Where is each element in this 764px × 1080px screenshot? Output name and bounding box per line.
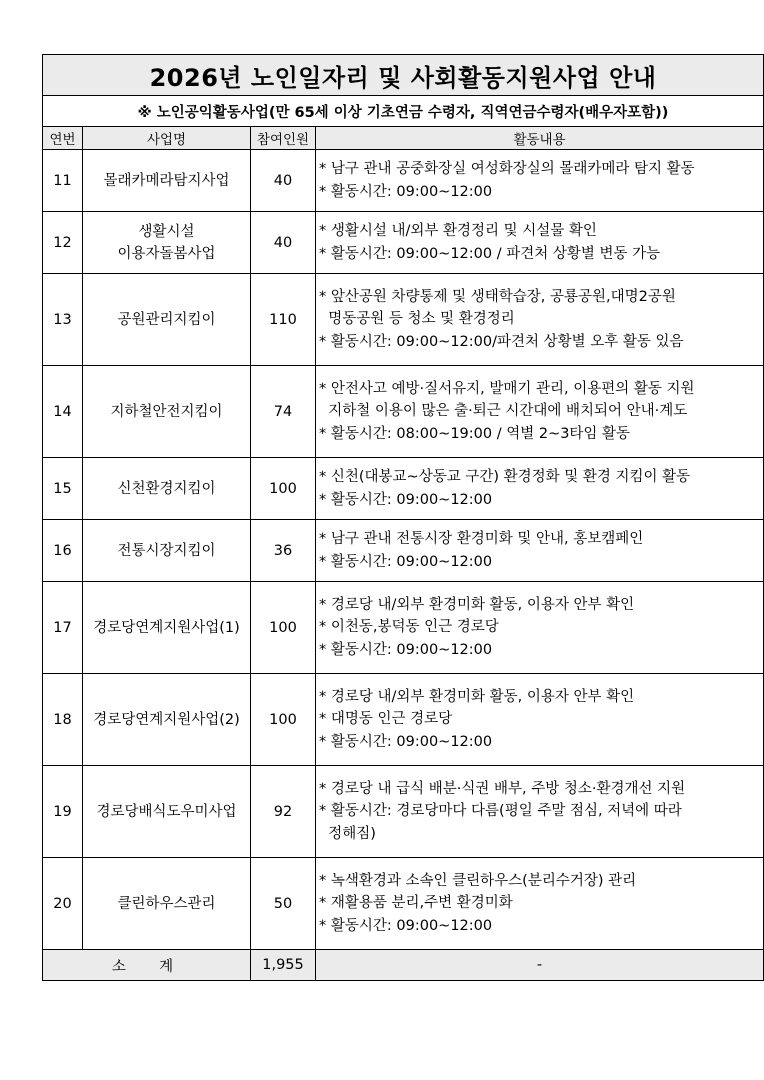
program-name-line: 몰래카메라탐지사업 (103, 172, 230, 189)
activity-line: * 활동시간: 경로당마다 다름(평일 주말 점심, 저녁에 따라 (319, 803, 682, 820)
program-name (83, 766, 251, 858)
activity-details (316, 366, 764, 458)
table-row (43, 366, 764, 458)
participant-count: 74 (251, 366, 316, 458)
program-name (83, 858, 251, 950)
program-name-line: 신천환경지킴이 (117, 480, 216, 497)
eligibility-subtitle: ※ 노인공익활동사업(만 65세 이상 기초연금 수령자, 직역연금수령자(배우자포함)) (43, 96, 764, 127)
participant-count: 100 (251, 674, 316, 766)
activity-line: * 이천동,봉덕동 인근 경로당 (319, 619, 499, 636)
total-activity: - (316, 950, 764, 981)
activity-details (316, 766, 764, 858)
activity-details (316, 520, 764, 582)
activity-line: * 활동시간: 09:00~12:00/파견처 상황별 오후 활동 있음 (319, 333, 684, 350)
row-number: 20 (43, 858, 83, 950)
program-name (83, 150, 251, 212)
row-number: 18 (43, 674, 83, 766)
activity-details (316, 212, 764, 274)
program-name (83, 582, 251, 674)
participant-count: 40 (251, 212, 316, 274)
activity-line: * 생활시설 내/외부 환경정리 및 시설물 확인 (319, 223, 597, 239)
participant-count: 50 (251, 858, 316, 950)
program-name-line: 생활시설 (138, 223, 195, 240)
page-title: 2026년 노인일자리 및 사회활동지원사업 안내 (43, 55, 764, 96)
participant-count: 100 (251, 582, 316, 674)
activity-line: 정해짐) (319, 825, 376, 842)
total-row (43, 950, 764, 981)
program-name (83, 274, 251, 366)
activity-line: 명동공원 등 청소 및 환경정리 (319, 311, 515, 328)
activity-line: * 활동시간: 09:00~12:00 (319, 917, 493, 934)
header-no: 연번 (43, 127, 83, 150)
row-number: 13 (43, 274, 83, 366)
total-label: 소 계 (43, 950, 251, 981)
activity-line: * 대명동 인근 경로당 (319, 711, 453, 728)
program-name-line: 전통시장지킴이 (117, 542, 216, 559)
activity-line: * 활동시간: 09:00~12:00 (319, 733, 493, 750)
row-number: 17 (43, 582, 83, 674)
activity-line: * 녹색환경과 소속인 클린하우스(분리수거장) 관리 (319, 872, 637, 889)
activity-line: * 경로당 내/외부 환경미화 활동, 이용자 안부 확인 (319, 596, 635, 613)
row-number: 11 (43, 150, 83, 212)
activity-line: * 활동시간: 09:00~12:00 (319, 641, 493, 658)
activity-line: * 신천(대봉교~상동교 구간) 환경정화 및 환경 지킴이 활동 (319, 469, 691, 485)
activity-line: * 남구 관내 공중화장실 여성화장실의 몰래카메라 탐지 활동 (319, 161, 695, 177)
program-name (83, 212, 251, 274)
activity-line: 지하철 이용이 많은 출·퇴근 시간대에 배치되어 안내·계도 (319, 403, 688, 420)
row-number: 15 (43, 458, 83, 520)
activity-line: * 경로당 내 급식 배분·식권 배부, 주방 청소·환경개선 지원 (319, 780, 686, 797)
header-count: 참여인원 (251, 127, 316, 150)
program-name-line: 경로당배식도우미사업 (96, 803, 237, 820)
table-row (43, 582, 764, 674)
activity-details (316, 274, 764, 366)
program-name (83, 520, 251, 582)
table-row (43, 766, 764, 858)
table-row (43, 274, 764, 366)
activity-line: * 활동시간: 09:00~12:00 (319, 553, 493, 570)
program-notice-table (42, 54, 764, 981)
program-name-line: 경로당연계지원사업(1) (93, 619, 240, 636)
program-name (83, 458, 251, 520)
table-row (43, 858, 764, 950)
program-name-line: 클린하우스관리 (117, 895, 216, 912)
program-name-line: 지하철안전지킴이 (110, 403, 223, 420)
participant-count: 110 (251, 274, 316, 366)
activity-line: * 활동시간: 09:00~12:00 / 파견처 상황별 변동 가능 (319, 245, 661, 262)
table-header-row (43, 127, 764, 150)
activity-details (316, 582, 764, 674)
program-name-line: 경로당연계지원사업(2) (93, 711, 240, 728)
participant-count: 36 (251, 520, 316, 582)
row-number: 12 (43, 212, 83, 274)
row-number: 16 (43, 520, 83, 582)
activity-line: * 안전사고 예방·질서유지, 발매기 관리, 이용편의 활동 지원 (319, 380, 695, 397)
activity-line: * 활동시간: 09:00~12:00 (319, 183, 493, 200)
participant-count: 40 (251, 150, 316, 212)
activity-line: * 경로당 내/외부 환경미화 활동, 이용자 안부 확인 (319, 688, 635, 705)
activity-line: * 남구 관내 전통시장 환경미화 및 안내, 홍보캠페인 (319, 531, 644, 547)
activity-details (316, 674, 764, 766)
activity-line: * 활동시간: 09:00~12:00 (319, 491, 493, 508)
program-name-line: 공원관리지킴이 (117, 311, 216, 328)
total-count: 1,955 (251, 950, 316, 981)
participant-count: 92 (251, 766, 316, 858)
activity-line: * 활동시간: 08:00~19:00 / 역별 2~3타임 활동 (319, 425, 631, 442)
table-row (43, 212, 764, 274)
participant-count: 100 (251, 458, 316, 520)
activity-details (316, 150, 764, 212)
table-row (43, 458, 764, 520)
table-row (43, 150, 764, 212)
activity-details (316, 458, 764, 520)
header-name: 사업명 (83, 127, 251, 150)
activity-line: * 앞산공원 차량통제 및 생태학습장, 공룡공원,대명2공원 (319, 288, 676, 305)
program-name (83, 366, 251, 458)
activity-details (316, 858, 764, 950)
activity-line: * 재활용품 분리,주변 환경미화 (319, 895, 513, 912)
program-name-line: 이용자돌봄사업 (117, 245, 216, 262)
table-row (43, 520, 764, 582)
row-number: 19 (43, 766, 83, 858)
row-number: 14 (43, 366, 83, 458)
program-name (83, 674, 251, 766)
header-activity: 활동내용 (316, 127, 764, 150)
table-row (43, 674, 764, 766)
